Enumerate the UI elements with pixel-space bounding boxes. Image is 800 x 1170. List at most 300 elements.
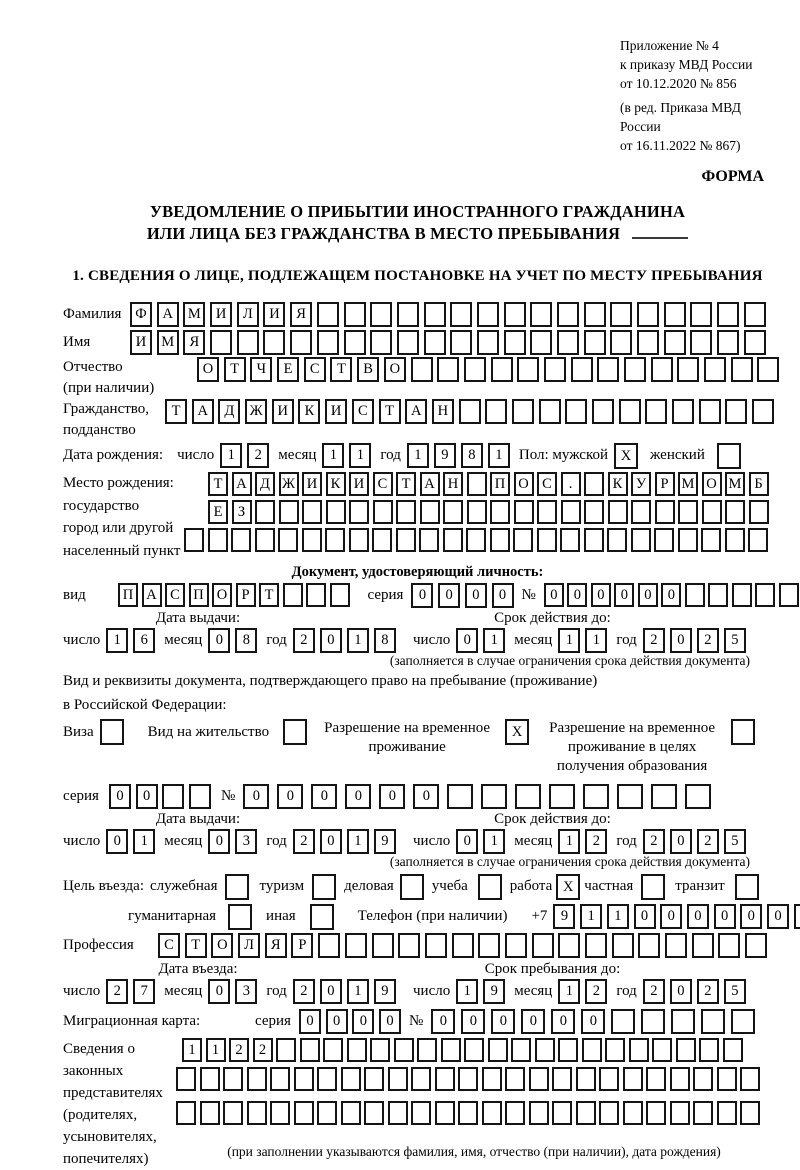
empty-box[interactable] xyxy=(323,1038,343,1062)
empty-box[interactable] xyxy=(317,1067,337,1091)
empty-box[interactable] xyxy=(485,399,507,424)
empty-box[interactable] xyxy=(665,933,687,958)
empty-box[interactable] xyxy=(651,357,673,382)
empty-box[interactable] xyxy=(330,583,350,607)
char-box[interactable]: В xyxy=(357,357,379,382)
empty-box[interactable] xyxy=(607,528,627,552)
empty-box[interactable] xyxy=(646,1101,666,1125)
char-box[interactable]: 0 xyxy=(740,904,762,929)
empty-box[interactable] xyxy=(270,1067,290,1091)
digit-box[interactable]: 2 xyxy=(643,628,665,653)
digit-box[interactable]: 0 xyxy=(208,628,230,653)
digit-box[interactable]: 0 xyxy=(670,979,692,1004)
empty-box[interactable] xyxy=(592,399,614,424)
empty-box[interactable] xyxy=(608,500,628,524)
empty-box[interactable] xyxy=(396,528,416,552)
char-box[interactable]: Т xyxy=(379,399,401,424)
empty-box[interactable] xyxy=(511,1038,531,1062)
empty-box[interactable] xyxy=(678,528,698,552)
empty-box[interactable] xyxy=(646,1067,666,1091)
char-box[interactable]: Е xyxy=(208,500,228,524)
empty-box[interactable] xyxy=(676,1038,696,1062)
char-box[interactable]: С xyxy=(352,399,374,424)
empty-box[interactable] xyxy=(537,528,557,552)
empty-box[interactable] xyxy=(631,500,651,524)
digit-box[interactable]: 2 xyxy=(293,979,315,1004)
char-box[interactable]: Д xyxy=(255,472,275,496)
empty-box[interactable] xyxy=(599,1101,619,1125)
empty-box[interactable] xyxy=(549,784,575,809)
char-box[interactable]: О xyxy=(384,357,406,382)
empty-box[interactable] xyxy=(466,528,486,552)
digit-box[interactable]: 2 xyxy=(293,628,315,653)
empty-box[interactable] xyxy=(344,302,366,327)
digit-box[interactable]: 8 xyxy=(235,628,257,653)
digit-box[interactable]: 1 xyxy=(456,979,478,1004)
purpose-study-checkbox[interactable] xyxy=(478,874,502,900)
char-box[interactable]: И xyxy=(349,472,369,496)
digit-box[interactable]: 2 xyxy=(293,829,315,854)
empty-box[interactable] xyxy=(318,933,340,958)
empty-box[interactable] xyxy=(247,1067,267,1091)
digit-box[interactable]: 0 xyxy=(670,628,692,653)
char-box[interactable]: С xyxy=(373,472,393,496)
char-box[interactable]: 2 xyxy=(229,1038,249,1062)
empty-box[interactable] xyxy=(529,1101,549,1125)
empty-box[interactable] xyxy=(725,528,745,552)
char-box[interactable]: К xyxy=(608,472,628,496)
empty-box[interactable] xyxy=(345,933,367,958)
digit-box[interactable]: 1 xyxy=(483,628,505,653)
digit-box[interactable]: 0 xyxy=(456,628,478,653)
empty-box[interactable] xyxy=(725,399,747,424)
empty-box[interactable] xyxy=(599,1067,619,1091)
digit-box[interactable]: 1 xyxy=(349,443,371,468)
empty-box[interactable] xyxy=(162,784,184,809)
digit-box[interactable]: 6 xyxy=(133,628,155,653)
purpose-transit-checkbox[interactable] xyxy=(735,874,759,900)
empty-box[interactable] xyxy=(699,399,721,424)
purpose-official-checkbox[interactable] xyxy=(225,874,249,900)
char-box[interactable]: С xyxy=(537,472,557,496)
char-box[interactable]: 0 xyxy=(491,1009,515,1034)
char-box[interactable]: 1 xyxy=(206,1038,226,1062)
empty-box[interactable] xyxy=(317,330,339,355)
empty-box[interactable] xyxy=(779,583,799,607)
empty-box[interactable] xyxy=(637,330,659,355)
char-box[interactable]: О xyxy=(197,357,219,382)
empty-box[interactable] xyxy=(294,1101,314,1125)
empty-box[interactable] xyxy=(464,357,486,382)
empty-box[interactable] xyxy=(231,528,251,552)
char-box[interactable]: 0 xyxy=(581,1009,605,1034)
char-box[interactable]: И xyxy=(302,472,322,496)
char-box[interactable]: С xyxy=(158,933,180,958)
char-box[interactable]: И xyxy=(325,399,347,424)
digit-box[interactable]: 1 xyxy=(488,443,510,468)
empty-box[interactable] xyxy=(490,500,510,524)
empty-box[interactable] xyxy=(638,933,660,958)
char-box[interactable]: Т xyxy=(208,472,228,496)
empty-box[interactable] xyxy=(279,500,299,524)
empty-box[interactable] xyxy=(388,1101,408,1125)
empty-box[interactable] xyxy=(745,933,767,958)
empty-box[interactable] xyxy=(370,330,392,355)
char-box[interactable]: 0 xyxy=(661,583,681,607)
sex-female-checkbox[interactable] xyxy=(717,443,741,469)
char-box[interactable]: Р xyxy=(655,472,675,496)
char-box[interactable]: 0 xyxy=(465,583,487,608)
char-box[interactable]: 0 xyxy=(767,904,789,929)
empty-box[interactable] xyxy=(373,500,393,524)
char-box[interactable]: 0 xyxy=(109,784,131,809)
char-box[interactable]: О xyxy=(702,472,722,496)
empty-box[interactable] xyxy=(664,302,686,327)
char-box[interactable]: А xyxy=(420,472,440,496)
empty-box[interactable] xyxy=(458,1067,478,1091)
char-box[interactable]: П xyxy=(189,583,209,607)
digit-box[interactable]: 9 xyxy=(483,979,505,1004)
purpose-humanitarian-checkbox[interactable] xyxy=(228,904,252,930)
digit-box[interactable]: 1 xyxy=(558,829,580,854)
empty-box[interactable] xyxy=(693,1067,713,1091)
empty-box[interactable] xyxy=(364,1067,384,1091)
empty-box[interactable] xyxy=(612,933,634,958)
empty-box[interactable] xyxy=(624,357,646,382)
empty-box[interactable] xyxy=(557,302,579,327)
empty-box[interactable] xyxy=(425,933,447,958)
temp-residence-education-checkbox[interactable] xyxy=(731,719,755,745)
empty-box[interactable] xyxy=(435,1067,455,1091)
empty-box[interactable] xyxy=(678,500,698,524)
empty-box[interactable] xyxy=(247,1101,267,1125)
char-box[interactable]: С xyxy=(165,583,185,607)
empty-box[interactable] xyxy=(372,933,394,958)
digit-box[interactable]: 5 xyxy=(724,829,746,854)
empty-box[interactable] xyxy=(176,1101,196,1125)
empty-box[interactable] xyxy=(184,528,204,552)
empty-box[interactable] xyxy=(582,1038,602,1062)
char-box[interactable]: А xyxy=(405,399,427,424)
digit-box[interactable]: 1 xyxy=(558,979,580,1004)
empty-box[interactable] xyxy=(477,330,499,355)
digit-box[interactable]: 1 xyxy=(558,628,580,653)
empty-box[interactable] xyxy=(752,399,774,424)
empty-box[interactable] xyxy=(419,528,439,552)
char-box[interactable]: 0 xyxy=(638,583,658,607)
empty-box[interactable] xyxy=(584,330,606,355)
char-box[interactable]: 0 xyxy=(379,1009,401,1034)
char-box[interactable]: 1 xyxy=(182,1038,202,1062)
empty-box[interactable] xyxy=(623,1067,643,1091)
empty-box[interactable] xyxy=(740,1101,760,1125)
digit-box[interactable]: 1 xyxy=(220,443,242,468)
digit-box[interactable]: 8 xyxy=(461,443,483,468)
purpose-business-checkbox[interactable] xyxy=(400,874,424,900)
empty-box[interactable] xyxy=(748,528,768,552)
char-box[interactable]: А xyxy=(192,399,214,424)
empty-box[interactable] xyxy=(571,357,593,382)
empty-box[interactable] xyxy=(690,302,712,327)
empty-box[interactable] xyxy=(672,399,694,424)
char-box[interactable]: 0 xyxy=(567,583,587,607)
purpose-work-checkbox[interactable]: X xyxy=(556,874,580,900)
digit-box[interactable]: 0 xyxy=(670,829,692,854)
empty-box[interactable] xyxy=(424,330,446,355)
empty-box[interactable] xyxy=(417,1038,437,1062)
empty-box[interactable] xyxy=(437,357,459,382)
char-box[interactable]: 0 xyxy=(438,583,460,608)
digit-box[interactable]: 1 xyxy=(585,628,607,653)
char-box[interactable]: О xyxy=(211,933,233,958)
char-box[interactable]: 0 xyxy=(379,784,405,809)
empty-box[interactable] xyxy=(317,302,339,327)
empty-box[interactable] xyxy=(529,1067,549,1091)
empty-box[interactable] xyxy=(717,302,739,327)
empty-box[interactable] xyxy=(757,357,779,382)
empty-box[interactable] xyxy=(670,1101,690,1125)
char-box[interactable]: Д xyxy=(218,399,240,424)
char-box[interactable]: Б xyxy=(749,472,769,496)
digit-box[interactable]: 2 xyxy=(697,979,719,1004)
char-box[interactable]: 9 xyxy=(553,904,575,929)
empty-box[interactable] xyxy=(557,330,579,355)
empty-box[interactable] xyxy=(671,1009,695,1034)
char-box[interactable]: 0 xyxy=(544,583,564,607)
char-box[interactable]: К xyxy=(326,472,346,496)
empty-box[interactable] xyxy=(458,1101,478,1125)
empty-box[interactable] xyxy=(372,528,392,552)
empty-box[interactable] xyxy=(744,330,766,355)
empty-box[interactable] xyxy=(584,302,606,327)
char-box[interactable]: Р xyxy=(291,933,313,958)
digit-box[interactable]: 0 xyxy=(320,628,342,653)
char-box[interactable]: М xyxy=(157,330,179,355)
empty-box[interactable] xyxy=(411,357,433,382)
digit-box[interactable]: 1 xyxy=(322,443,344,468)
empty-box[interactable] xyxy=(397,302,419,327)
char-box[interactable]: Н xyxy=(443,472,463,496)
digit-box[interactable]: 2 xyxy=(643,829,665,854)
empty-box[interactable] xyxy=(517,357,539,382)
empty-box[interactable] xyxy=(208,528,228,552)
empty-box[interactable] xyxy=(552,1067,572,1091)
empty-box[interactable] xyxy=(276,1038,296,1062)
digit-box[interactable]: 2 xyxy=(585,829,607,854)
empty-box[interactable] xyxy=(731,1009,755,1034)
empty-box[interactable] xyxy=(349,500,369,524)
empty-box[interactable] xyxy=(584,500,604,524)
empty-box[interactable] xyxy=(629,1038,649,1062)
empty-box[interactable] xyxy=(300,1038,320,1062)
digit-box[interactable]: 0 xyxy=(106,829,128,854)
char-box[interactable]: Т xyxy=(165,399,187,424)
empty-box[interactable] xyxy=(420,500,440,524)
empty-box[interactable] xyxy=(744,302,766,327)
empty-box[interactable] xyxy=(364,1101,384,1125)
digit-box[interactable]: 9 xyxy=(374,979,396,1004)
char-box[interactable]: 0 xyxy=(299,1009,321,1034)
char-box[interactable]: 0 xyxy=(411,583,433,608)
char-box[interactable]: 0 xyxy=(714,904,736,929)
empty-box[interactable] xyxy=(749,500,769,524)
empty-box[interactable] xyxy=(537,500,557,524)
empty-box[interactable] xyxy=(189,784,211,809)
empty-box[interactable] xyxy=(561,500,581,524)
empty-box[interactable] xyxy=(605,1038,625,1062)
char-box[interactable]: О xyxy=(514,472,534,496)
char-box[interactable]: 1 xyxy=(607,904,629,929)
empty-box[interactable] xyxy=(699,1038,719,1062)
sex-male-checkbox[interactable]: X xyxy=(614,443,638,469)
empty-box[interactable] xyxy=(677,357,699,382)
empty-box[interactable] xyxy=(692,933,714,958)
char-box[interactable]: К xyxy=(298,399,320,424)
empty-box[interactable] xyxy=(651,784,677,809)
digit-box[interactable]: 9 xyxy=(374,829,396,854)
empty-box[interactable] xyxy=(491,357,513,382)
empty-box[interactable] xyxy=(514,500,534,524)
empty-box[interactable] xyxy=(560,528,580,552)
empty-box[interactable] xyxy=(505,1101,525,1125)
empty-box[interactable] xyxy=(347,1038,367,1062)
digit-box[interactable]: 2 xyxy=(643,979,665,1004)
char-box[interactable]: 0 xyxy=(492,583,514,608)
empty-box[interactable] xyxy=(263,330,285,355)
empty-box[interactable] xyxy=(664,330,686,355)
visa-checkbox[interactable] xyxy=(100,719,124,745)
empty-box[interactable] xyxy=(200,1101,220,1125)
purpose-tourism-checkbox[interactable] xyxy=(312,874,336,900)
empty-box[interactable] xyxy=(623,1101,643,1125)
char-box[interactable]: 0 xyxy=(345,784,371,809)
digit-box[interactable]: 5 xyxy=(724,628,746,653)
char-box[interactable]: Ф xyxy=(130,302,152,327)
purpose-private-checkbox[interactable] xyxy=(641,874,665,900)
digit-box[interactable]: 0 xyxy=(208,829,230,854)
empty-box[interactable] xyxy=(725,500,745,524)
digit-box[interactable]: 3 xyxy=(235,979,257,1004)
char-box[interactable]: Т xyxy=(396,472,416,496)
temp-residence-checkbox[interactable]: X xyxy=(505,719,529,745)
empty-box[interactable] xyxy=(467,500,487,524)
empty-box[interactable] xyxy=(610,302,632,327)
digit-box[interactable]: 8 xyxy=(374,628,396,653)
empty-box[interactable] xyxy=(576,1101,596,1125)
empty-box[interactable] xyxy=(459,399,481,424)
char-box[interactable]: Л xyxy=(237,302,259,327)
char-box[interactable]: И xyxy=(130,330,152,355)
empty-box[interactable] xyxy=(585,933,607,958)
empty-box[interactable] xyxy=(341,1067,361,1091)
digit-box[interactable]: 5 xyxy=(724,979,746,1004)
empty-box[interactable] xyxy=(645,399,667,424)
char-box[interactable]: 0 xyxy=(431,1009,455,1034)
empty-box[interactable] xyxy=(344,330,366,355)
empty-box[interactable] xyxy=(693,1101,713,1125)
digit-box[interactable]: 2 xyxy=(697,829,719,854)
empty-box[interactable] xyxy=(505,933,527,958)
empty-box[interactable] xyxy=(685,583,705,607)
digit-box[interactable]: 2 xyxy=(106,979,128,1004)
char-box[interactable]: 0 xyxy=(461,1009,485,1034)
char-box[interactable]: 2 xyxy=(253,1038,273,1062)
empty-box[interactable] xyxy=(535,1038,555,1062)
empty-box[interactable] xyxy=(565,399,587,424)
empty-box[interactable] xyxy=(477,302,499,327)
empty-box[interactable] xyxy=(223,1067,243,1091)
char-box[interactable]: С xyxy=(304,357,326,382)
empty-box[interactable] xyxy=(200,1067,220,1091)
char-box[interactable]: 1 xyxy=(580,904,602,929)
empty-box[interactable] xyxy=(443,500,463,524)
empty-box[interactable] xyxy=(731,357,753,382)
char-box[interactable]: Я xyxy=(183,330,205,355)
digit-box[interactable]: 1 xyxy=(347,979,369,1004)
empty-box[interactable] xyxy=(504,330,526,355)
empty-box[interactable] xyxy=(341,1101,361,1125)
empty-box[interactable] xyxy=(504,302,526,327)
empty-box[interactable] xyxy=(701,1009,725,1034)
char-box[interactable]: Р xyxy=(236,583,256,607)
char-box[interactable]: 0 xyxy=(277,784,303,809)
empty-box[interactable] xyxy=(717,1067,737,1091)
empty-box[interactable] xyxy=(482,1101,502,1125)
char-box[interactable]: Т xyxy=(259,583,279,607)
char-box[interactable]: Л xyxy=(238,933,260,958)
char-box[interactable]: И xyxy=(272,399,294,424)
char-box[interactable]: Ч xyxy=(250,357,272,382)
empty-box[interactable] xyxy=(255,500,275,524)
digit-box[interactable]: 1 xyxy=(347,829,369,854)
empty-box[interactable] xyxy=(717,330,739,355)
empty-box[interactable] xyxy=(398,933,420,958)
empty-box[interactable] xyxy=(452,933,474,958)
empty-box[interactable] xyxy=(619,399,641,424)
char-box[interactable]: П xyxy=(490,472,510,496)
empty-box[interactable] xyxy=(478,933,500,958)
empty-box[interactable] xyxy=(488,1038,508,1062)
char-box[interactable]: 0 xyxy=(352,1009,374,1034)
empty-box[interactable] xyxy=(717,1101,737,1125)
empty-box[interactable] xyxy=(490,528,510,552)
digit-box[interactable]: 7 xyxy=(133,979,155,1004)
char-box[interactable]: А xyxy=(142,583,162,607)
char-box[interactable]: Н xyxy=(432,399,454,424)
empty-box[interactable] xyxy=(424,302,446,327)
char-box[interactable]: 0 xyxy=(413,784,439,809)
char-box[interactable]: П xyxy=(118,583,138,607)
empty-box[interactable] xyxy=(723,1038,743,1062)
char-box[interactable]: М xyxy=(725,472,745,496)
char-box[interactable]: 0 xyxy=(687,904,709,929)
digit-box[interactable]: 1 xyxy=(133,829,155,854)
empty-box[interactable] xyxy=(388,1067,408,1091)
char-box[interactable]: Т xyxy=(224,357,246,382)
empty-box[interactable] xyxy=(482,1067,502,1091)
char-box[interactable]: Я xyxy=(265,933,287,958)
empty-box[interactable] xyxy=(467,472,487,496)
digit-box[interactable]: 1 xyxy=(347,628,369,653)
empty-box[interactable] xyxy=(370,1038,390,1062)
empty-box[interactable] xyxy=(210,330,232,355)
char-box[interactable]: Е xyxy=(277,357,299,382)
empty-box[interactable] xyxy=(370,302,392,327)
digit-box[interactable]: 2 xyxy=(697,628,719,653)
char-box[interactable]: . xyxy=(561,472,581,496)
char-box[interactable]: Я xyxy=(290,302,312,327)
purpose-other-checkbox[interactable] xyxy=(310,904,334,930)
